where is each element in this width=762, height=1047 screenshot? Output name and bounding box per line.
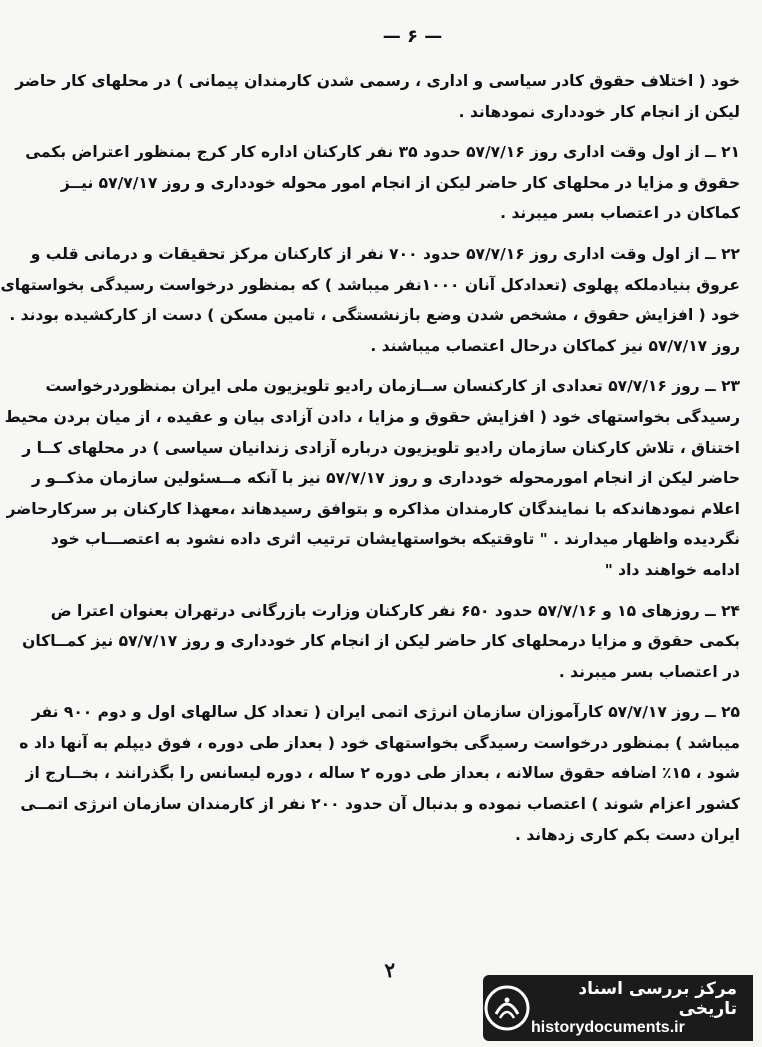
text-line: ۲۲ ــ از اول وقت اداری روز ۵۷/۷/۱۶ حدود ۷۰۰ نفر از کارکنان مرکز تحقیقات و درمانی قلب و bbox=[30, 244, 740, 263]
paragraph bbox=[22, 596, 740, 688]
text-line: اعلام نمودهاندکه با نمایندگان کارمندان مذاکره و بتوافق رسیدهاند ،معهذا کارکنان بر سرکارحاضر bbox=[6, 499, 740, 518]
text-line: ۲۵ ــ روز ۵۷/۷/۱۷ کارآموزان سازمان انرژی اتمی ایران ( تعداد کل سالهای اول و دوم ۹۰۰ نفر bbox=[31, 703, 740, 722]
watermark-persian-text: مرکز بررسی اسناد تاریخی bbox=[578, 979, 737, 1019]
text-line: کشور اعزام شوند ) اعتصاب نموده و بدنبال آن حدود ۲۰۰ نفر از کارمندان سازمان انرژی اتمــی bbox=[20, 795, 740, 814]
handwritten-mark: ٢ bbox=[383, 957, 398, 983]
paragraph bbox=[19, 697, 740, 850]
text-line: رسیدگی بخواستهای خود ( افزایش حقوق و مزایا ، دادن آزادی بیان و عقیده ، از میان بردن محیط bbox=[4, 407, 740, 426]
text-line: لیکن از انجام کار خودداری نمودهاند . bbox=[458, 102, 740, 121]
document-body bbox=[0, 66, 740, 860]
text-line: روز ۵۷/۷/۱۷ نیز کماکان درحال اعتصاب میباشند . bbox=[370, 336, 740, 355]
paragraph bbox=[25, 137, 740, 229]
watermark-url: historydocuments.ir bbox=[531, 1019, 685, 1036]
paragraph bbox=[0, 239, 740, 361]
text-line: خود ( افزایش حقوق ، مشخص شدن وضع بازنشستگی ، تامین مسکن ) دست از کارکشیده بودند . bbox=[9, 306, 740, 325]
text-line: حقوق و مزایا در محلهای کار حاضر لیکن از انجام امور محوله خودداری و روز ۵۷/۷/۱۷ نیــز bbox=[60, 173, 740, 192]
text-line: ۲۴ ــ روزهای ۱۵ و ۵۷/۷/۱۶ حدود ۶۵۰ نفر کارکنان وزارت بازرگانی درتهران بعنوان اعترا ض bbox=[50, 601, 740, 620]
text-line: خود ( اختلاف حقوق کادر سیاسی و اداری ، رسمی شدن کارمندان پیمانی ) در محلهای کار حاضر bbox=[15, 72, 740, 90]
text-line: شود ، ۱۵٪ اضافه حقوق سالانه ، بعداز طی دوره ۲ ساله ، دوره لیسانس را بگذرانند ، بخــارج از bbox=[25, 764, 740, 783]
text-line: حاضر لیکن از انجام امورمحوله خودداری و روز ۵۷/۷/۱۷ نیز با آنکه مــسئولین سازمان مذکــو ر bbox=[31, 469, 740, 488]
paragraph bbox=[15, 66, 740, 127]
text-line: ایران دست بکم کاری زدهاند . bbox=[515, 825, 740, 844]
text-line: در اعتصاب بسر میبرند . bbox=[558, 662, 740, 681]
text-line: عروق بنیادملکه پهلوی (تعدادکل آنان ۱۰۰۰نفر میباشد ) که بمنظور درخواست رسیدگی بخواستهای bbox=[0, 275, 740, 294]
archive-logo-icon bbox=[483, 984, 531, 1032]
text-line: ۲۱ ــ از اول وقت اداری روز ۵۷/۷/۱۶ حدود ۳۵ نفر کارکنان اداره کار کرج بمنظور اعتراض بکمی bbox=[25, 143, 740, 162]
paragraph bbox=[4, 371, 740, 585]
text-line: بکمی حقوق و مزایا درمحلهای کار حاضر لیکن از انجام کار خودداری و روز ۵۷/۷/۱۷ نیز کمــاکان bbox=[22, 632, 740, 651]
page-number: — ۶ — bbox=[382, 26, 443, 47]
text-line: اختناق ، تلاش کارکنان سازمان رادیو تلویزیون درباره آزادی زندانیان سیاسی ) در محلهای کــا ر bbox=[22, 438, 740, 457]
text-line: ۲۳ ــ روز ۵۷/۷/۱۶ تعدادی از کارکنسان ســازمان رادیو تلویزیون ملی ایران بمنظوردرخواست bbox=[45, 377, 740, 396]
text-line: کماکان در اعتصاب بسر میبرند . bbox=[500, 204, 740, 223]
text-line: نگردیده واظهار میدارند . " تاوقتیکه بخواستهایشان ترتیب اثری داده نشود به اعتصـــاب خود bbox=[50, 530, 740, 549]
archive-watermark[interactable] bbox=[483, 975, 753, 1041]
text-line: ادامه خواهند داد " bbox=[604, 560, 740, 579]
text-line: میباشد ) بمنظور درخواست رسیدگی بخواستهای خود ( بعداز طی دوره ، فوق دیپلم به آنها داد ه bbox=[19, 733, 740, 752]
